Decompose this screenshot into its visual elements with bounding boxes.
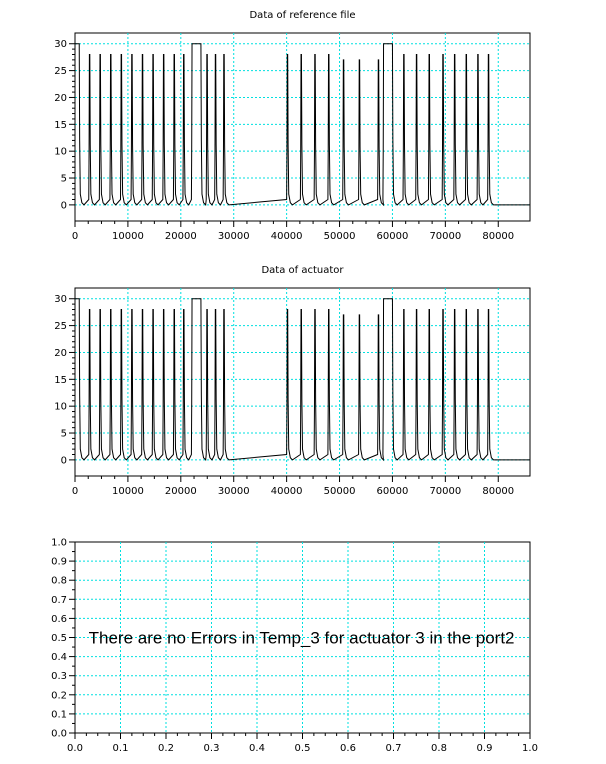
x-tick-label: 10000: [112, 231, 144, 242]
x-tick-label: 0.0: [67, 743, 83, 754]
x-tick-label: 0.8: [431, 743, 447, 754]
y-tick-label: 0.2: [51, 690, 67, 702]
x-tick-label: 0: [71, 231, 79, 242]
y-tick-label: 0.9: [51, 556, 67, 568]
y-tick-label: 0.3: [51, 671, 67, 683]
x-tick-label: 20000: [164, 486, 197, 497]
x-tick-label: 1.0: [522, 743, 538, 754]
y-tick-label: 10: [54, 146, 67, 158]
x-tick-label: 40000: [270, 486, 303, 497]
subplot-2: [54, 265, 530, 497]
y-tick-label: 0.7: [51, 594, 67, 606]
x-tick-label: 0.4: [249, 743, 265, 754]
y-tick-label: 1.0: [51, 537, 67, 549]
y-tick-label: 25: [54, 66, 67, 78]
plot-title: Data of reference file: [249, 10, 356, 21]
x-tick-label: 0.2: [158, 743, 174, 754]
x-tick-label: 20000: [164, 231, 197, 242]
x-tick-label: 70000: [429, 231, 462, 242]
y-tick-label: 15: [54, 374, 67, 386]
x-tick-label: 0.5: [294, 743, 311, 754]
x-tick-label: 0.9: [476, 743, 493, 754]
x-tick-label: 0.7: [385, 743, 402, 754]
y-tick-label: 5: [60, 428, 67, 440]
x-tick-label: 40000: [270, 231, 303, 242]
x-tick-label: 0.6: [340, 743, 356, 754]
y-tick-label: 20: [54, 347, 67, 359]
y-tick-label: 0: [60, 455, 67, 467]
x-tick-label: 80000: [482, 486, 515, 497]
annotation-text: There are no Errors in Temp_3 for actuator 3 in the port2: [88, 628, 515, 648]
x-tick-label: 70000: [429, 486, 462, 497]
y-tick-label: 0: [60, 200, 67, 212]
y-tick-label: 0.4: [51, 652, 67, 664]
x-tick-label: 0.3: [203, 743, 220, 754]
subplot-3: [51, 538, 538, 755]
plot-title: Data of actuator: [261, 265, 344, 276]
x-tick-label: 60000: [376, 486, 409, 497]
subplot-1: [54, 10, 530, 242]
x-tick-label: 0.1: [112, 743, 129, 754]
x-tick-label: 30000: [217, 231, 250, 242]
x-tick-label: 0: [71, 486, 79, 497]
y-tick-label: 30: [54, 39, 67, 51]
y-tick-label: 0.6: [51, 613, 67, 625]
y-tick-label: 0.8: [51, 575, 67, 587]
x-tick-label: 80000: [482, 231, 515, 242]
x-tick-label: 30000: [217, 486, 250, 497]
x-tick-label: 50000: [323, 231, 356, 242]
y-tick-label: 5: [60, 173, 67, 185]
y-tick-label: 0.5: [51, 633, 67, 644]
x-tick-label: 10000: [112, 486, 144, 497]
y-tick-label: 0.0: [51, 728, 67, 740]
y-tick-label: 0.1: [51, 709, 67, 721]
y-tick-label: 15: [54, 119, 67, 131]
y-tick-label: 20: [54, 92, 67, 104]
x-tick-label: 50000: [323, 486, 356, 497]
x-tick-label: 60000: [376, 231, 409, 242]
y-tick-label: 10: [54, 401, 67, 413]
y-tick-label: 25: [54, 321, 67, 333]
y-tick-label: 30: [54, 294, 67, 306]
